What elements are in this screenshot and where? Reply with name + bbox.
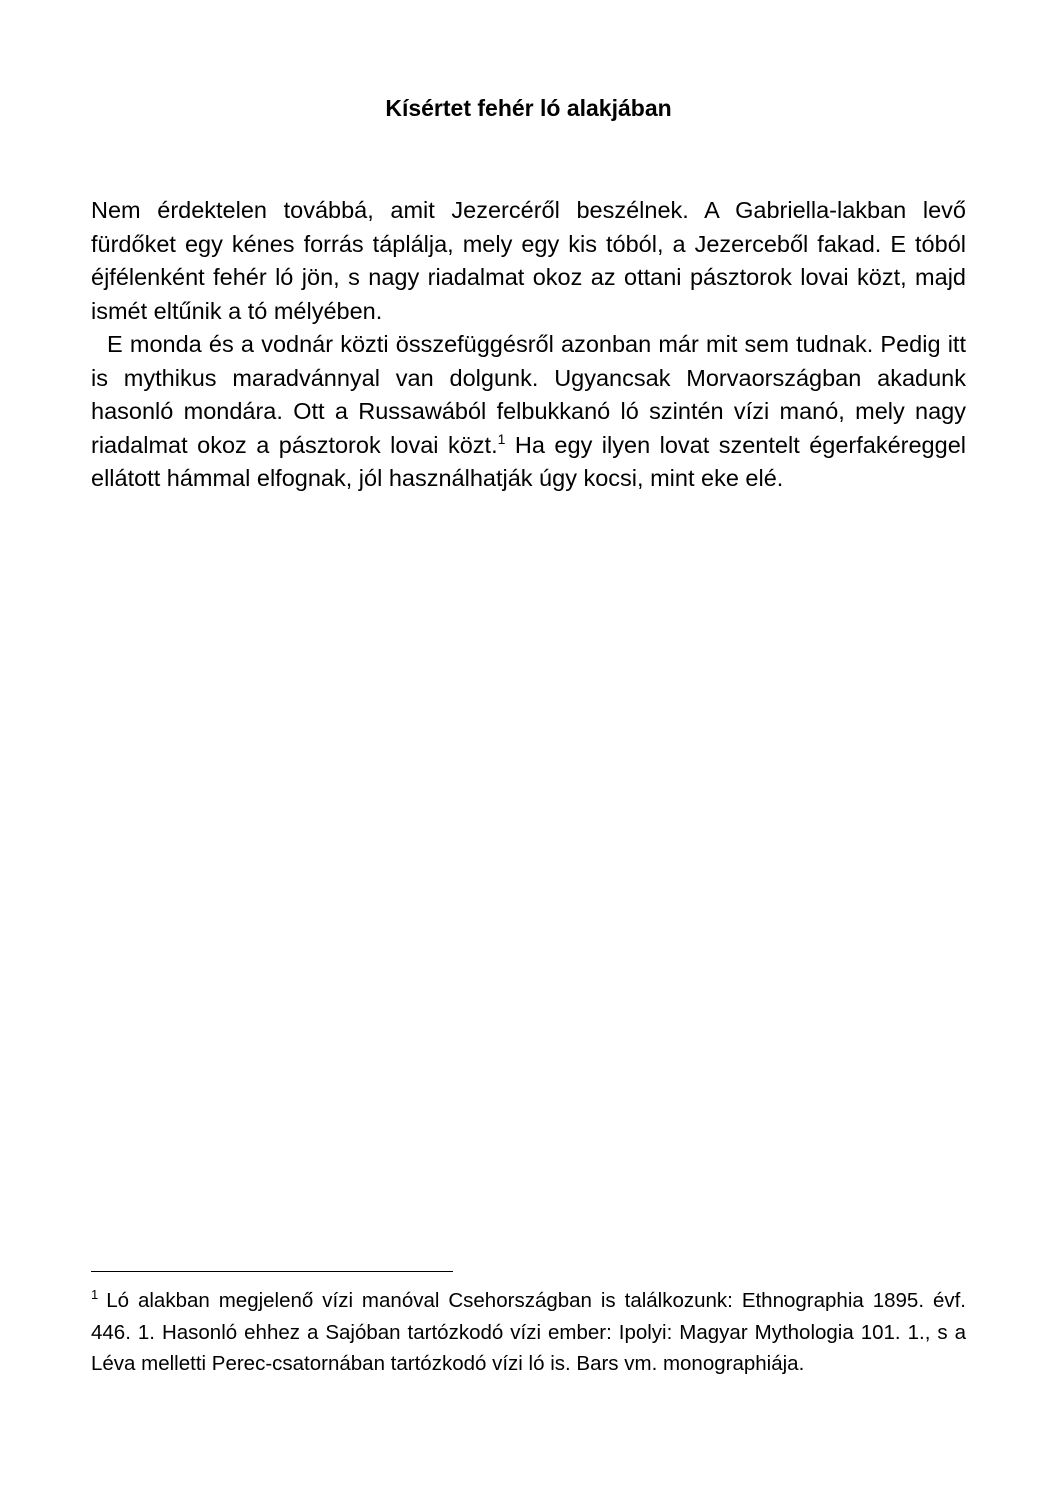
body-text	[91, 194, 966, 496]
footnote	[91, 1285, 966, 1380]
footnote-reference[interactable]: 1	[497, 430, 506, 447]
footnote-text: Ló alakban megjelenő vízi manóval Csehországban is találkozunk: Ethnographia 1895. évf. 446. 1. Hasonló ehhez a Sajóban tartózkodó vízi ember: Ipolyi: Magyar Mythologia 101. 1., s a Léva melletti Perec-csatornában tartózkodó vízi ló is. Bars vm. monographiája.	[91, 1289, 966, 1375]
page-title: Kísértet fehér ló alakjában	[385, 95, 672, 121]
paragraph-1: Nem érdektelen továbbá, amit Jezercéről beszélnek. A Gabriella-lakban levő fürdőket egy kénes forrás táplálja, mely egy kis tóból, a Jezerceből fakad. E tóból éjfélenként fehér ló jön, s nagy riadalmat okoz az ottani pásztorok lovai közt, majd ismét eltűnik a tó mélyében.	[91, 197, 966, 324]
paragraph-2-text-end: Ha egy ilyen lovat szentelt égerfakéreggel ellátott hámmal elfognak, jól használhatják úgy kocsi, mint eke elé.	[91, 431, 966, 491]
paragraph-2-text-start: E monda és a vodnár közti összefüggésről azonban már mit sem tudnak. Pedig itt is mythikus maradvánnyal van dolgunk. Ugyancsak Morvaországban akadunk hasonló mondára. Ott a Russawából felbukkanó ló szintén vízi manó, mely nagy riadalmat okoz a pásztorok lovai közt.	[91, 331, 966, 458]
paragraph-2	[91, 328, 966, 496]
footnote-paragraph	[91, 1285, 966, 1380]
footnote-number: 1	[91, 1287, 99, 1303]
footnote-separator	[91, 1271, 453, 1272]
